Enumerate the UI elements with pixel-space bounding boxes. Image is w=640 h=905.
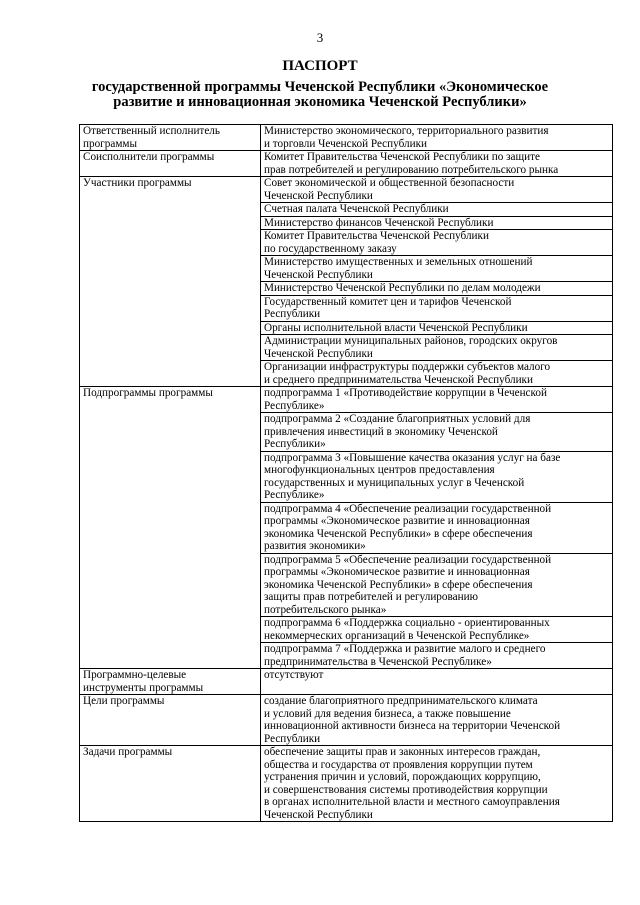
- row-value-item: Совет экономической и общественной безопасности Чеченской Республики: [264, 177, 515, 202]
- row-value-item: подпрограмма 1 «Противодействие коррупции в Чеченской Республике»: [264, 387, 547, 412]
- row-value-item: Министерство экономического, территориального развития и торговли Чеченской Республики: [264, 125, 549, 150]
- row-value-item: Министерство финансов Чеченской Республики: [261, 216, 612, 230]
- row-value-item: подпрограмма 6 «Поддержка социально - ориентированных некоммерческих организаций в Чеченской Республике»: [261, 616, 612, 642]
- row-value: [261, 669, 613, 695]
- row-value: [261, 151, 613, 177]
- table-row: [80, 746, 613, 822]
- row-value-item: Организации инфраструктуры поддержки субъектов малого и среднего предпринимательства Чеченской Республики: [261, 360, 612, 386]
- table-row: [80, 177, 613, 387]
- row-value-item: Министерство Чеченской Республики по делам молодежи: [261, 281, 612, 295]
- row-value-item: подпрограмма 5 «Обеспечение реализации государственной программы «Экономическое развитие и инновационная экономика Чеченской Республики» в сфере обеспечения защиты прав потребителей и регулированию потребительского рынка»: [261, 553, 612, 617]
- row-value: [261, 177, 613, 387]
- passport-table: [79, 124, 613, 822]
- row-value-item: Комитет Правительства Чеченской Республики по защите прав потребителей и регулированию потребительского рынка: [264, 151, 559, 176]
- table-row: [80, 125, 613, 151]
- row-value-item: Счетная палата Чеченской Республики: [261, 202, 612, 216]
- row-value: [261, 387, 613, 669]
- row-value-item: подпрограмма 2 «Создание благоприятных условий для привлечения инвестиций в экономику Чеченской Республики»: [261, 412, 612, 451]
- row-value-item: обеспечение защиты прав и законных интересов граждан, общества и государства от проявления коррупции путем устранения причин и условий, порождающих коррупцию, и совершенствования системы противодействия коррупции в органах исполнительной власти и местного самоуправления Чеченской Республики: [264, 746, 560, 821]
- row-value-item: отсутствуют: [264, 669, 324, 681]
- table-row: [80, 387, 613, 669]
- row-value-item: подпрограмма 7 «Поддержка и развитие малого и среднего предпринимательства в Чеченской Республике»: [261, 642, 612, 668]
- row-value-item: Государственный комитет цен и тарифов Чеченской Республики: [261, 295, 612, 321]
- row-value-item: создание благоприятного предпринимательского климата и условий для ведения бизнеса, а также повышение инновационной активности бизнеса на территории Чеченской Республики: [264, 695, 561, 745]
- table-row: [80, 669, 613, 695]
- page-number: 3: [316, 30, 324, 45]
- table-row: [80, 695, 613, 746]
- row-value: [261, 746, 613, 822]
- row-value-item: Администрации муниципальных районов, городских округов Чеченской Республики: [261, 334, 612, 360]
- row-label: Участники программы: [80, 177, 261, 387]
- row-value: [261, 695, 613, 746]
- row-value-item: Комитет Правительства Чеченской Республики по государственному заказу: [261, 229, 612, 255]
- row-label: Ответственный исполнитель программы: [80, 125, 261, 151]
- row-value-item: подпрограмма 4 «Обеспечение реализации государственной программы «Экономическое развитие и инновационная экономика Чеченской Республики» в сфере обеспечения развития экономики»: [261, 502, 612, 553]
- row-label: Программно-целевые инструменты программы: [80, 669, 261, 695]
- row-label: Соисполнители программы: [80, 151, 261, 177]
- table-row: [80, 151, 613, 177]
- row-label: Цели программы: [80, 695, 261, 746]
- row-label: Задачи программы: [80, 746, 261, 822]
- row-value-item: Министерство имущественных и земельных отношений Чеченской Республики: [261, 255, 612, 281]
- row-label: Подпрограммы программы: [80, 387, 261, 669]
- passport-table-body: [80, 125, 613, 822]
- row-value-item: Органы исполнительной власти Чеченской Республики: [261, 321, 612, 335]
- document-subtitle: государственной программы Чеченской Республики «Экономическое развитие и инновационная экономика Чеченской Республики»: [91, 79, 549, 110]
- row-value-item: подпрограмма 3 «Повышение качества оказания услуг на базе многофункциональных центров предоставления государственных и муниципальных услуг в Чеченской Республике»: [261, 451, 612, 502]
- row-value: [261, 125, 613, 151]
- document-title: ПАСПОРТ: [282, 58, 358, 74]
